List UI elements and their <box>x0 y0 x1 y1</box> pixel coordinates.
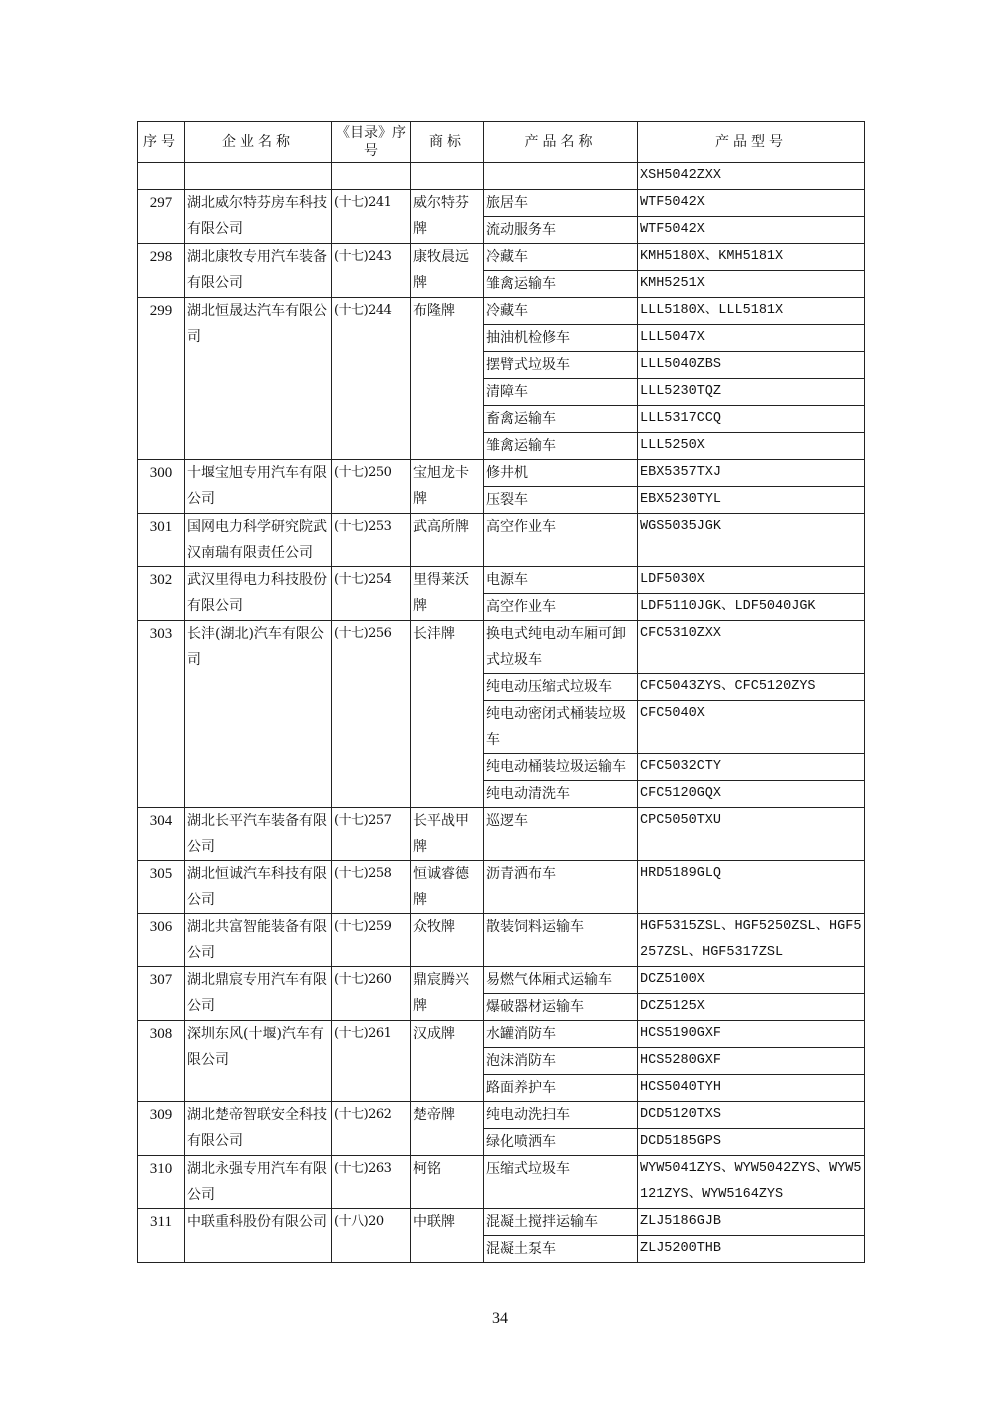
product-model-cell: WYW5041ZYS、WYW5042ZYS、WYW5121ZYS、WYW5164ZYS <box>638 1156 865 1209</box>
brand-cell: 里得莱沃牌 <box>411 567 484 621</box>
product-name-cell: 沥青洒布车 <box>484 861 638 914</box>
product-name-cell: 纯电动桶装垃圾运输车 <box>484 754 638 781</box>
product-model-cell: CPC5050TXU <box>638 808 865 861</box>
header-product: 产品名称 <box>484 122 638 163</box>
seq-cell: 300 <box>138 460 185 514</box>
seq-cell: 303 <box>138 621 185 808</box>
header-company: 企业名称 <box>185 122 332 163</box>
company-name-cell: 湖北永强专用汽车有限公司 <box>185 1156 332 1209</box>
catalog-number-cell: (十七)258 <box>332 861 411 914</box>
product-model-cell: ZLJ5186GJB <box>638 1209 865 1236</box>
seq-cell: 302 <box>138 567 185 621</box>
product-model-cell: KMH5180X、KMH5181X <box>638 244 865 271</box>
catalog-number-cell: (十七)260 <box>332 967 411 1021</box>
product-name-cell: 纯电动洗扫车 <box>484 1102 638 1129</box>
product-name-cell: 抽油机检修车 <box>484 325 638 352</box>
company-name-cell: 湖北共富智能装备有限公司 <box>185 914 332 967</box>
product-model-cell: HRD5189GLQ <box>638 861 865 914</box>
table-row <box>138 1209 865 1236</box>
company-name-cell: 湖北鼎宸专用汽车有限公司 <box>185 967 332 1021</box>
brand-cell: 众牧牌 <box>411 914 484 967</box>
company-name-cell: 湖北长平汽车装备有限公司 <box>185 808 332 861</box>
company-name-cell: 长沣(湖北)汽车有限公司 <box>185 621 332 808</box>
table-row <box>138 298 865 325</box>
product-model-cell: HCS5040TYH <box>638 1075 865 1102</box>
product-name-cell: 旅居车 <box>484 190 638 217</box>
table-row <box>138 460 865 487</box>
product-name-cell: 纯电动密闭式桶装垃圾车 <box>484 701 638 754</box>
brand-cell: 宝旭龙卡牌 <box>411 460 484 514</box>
product-model-cell: WTF5042X <box>638 190 865 217</box>
seq-cell: 310 <box>138 1156 185 1209</box>
product-name-cell: 畜禽运输车 <box>484 406 638 433</box>
product-name-cell: 冷藏车 <box>484 298 638 325</box>
catalog-number-cell: (十七)243 <box>332 244 411 298</box>
company-name-cell: 深圳东风(十堰)汽车有限公司 <box>185 1021 332 1102</box>
catalog-number-cell: (十七)241 <box>332 190 411 244</box>
brand-cell: 中联牌 <box>411 1209 484 1263</box>
product-model-cell: KMH5251X <box>638 271 865 298</box>
company-name-cell: 国网电力科学研究院武汉南瑞有限责任公司 <box>185 514 332 567</box>
brand-cell: 威尔特芬牌 <box>411 190 484 244</box>
company-name-cell: 武汉里得电力科技股份有限公司 <box>185 567 332 621</box>
table-header-row <box>138 122 865 163</box>
header-model: 产品型号 <box>638 122 865 163</box>
header-brand: 商标 <box>411 122 484 163</box>
catalog-number-cell: (十七)254 <box>332 567 411 621</box>
catalog-number-cell: (十七)263 <box>332 1156 411 1209</box>
table-row <box>138 1102 865 1129</box>
product-name-cell: 绿化喷洒车 <box>484 1129 638 1156</box>
product-model-cell: LLL5180X、LLL5181X <box>638 298 865 325</box>
brand-cell: 布隆牌 <box>411 298 484 460</box>
seq-cell: 311 <box>138 1209 185 1263</box>
brand-cell: 武高所牌 <box>411 514 484 567</box>
product-name-cell: 雏禽运输车 <box>484 433 638 460</box>
product-name-cell: 混凝土泵车 <box>484 1236 638 1263</box>
product-name-cell: 清障车 <box>484 379 638 406</box>
product-model-cell: EBX5230TYL <box>638 487 865 514</box>
product-model-cell: LLL5317CCQ <box>638 406 865 433</box>
product-model-cell: WTF5042X <box>638 217 865 244</box>
table-row <box>138 861 865 914</box>
product-model-cell: HCS5280GXF <box>638 1048 865 1075</box>
brand-cell: 康牧晨远牌 <box>411 244 484 298</box>
seq-cell: 304 <box>138 808 185 861</box>
product-model-cell: LLL5230TQZ <box>638 379 865 406</box>
company-name-cell: 湖北威尔特芬房车科技有限公司 <box>185 190 332 244</box>
vehicle-catalog-table <box>137 121 865 1263</box>
product-model-cell: LLL5040ZBS <box>638 352 865 379</box>
product-name-cell: 路面养护车 <box>484 1075 638 1102</box>
product-name-cell: 巡逻车 <box>484 808 638 861</box>
table-row <box>138 567 865 594</box>
product-model-cell: HCS5190GXF <box>638 1021 865 1048</box>
product-model-cell: LLL5250X <box>638 433 865 460</box>
company-name-cell: 湖北恒晟达汽车有限公司 <box>185 298 332 460</box>
catalog-number-cell: (十八)20 <box>332 1209 411 1263</box>
product-model-cell: DCD5120TXS <box>638 1102 865 1129</box>
company-name-cell: 湖北恒诚汽车科技有限公司 <box>185 861 332 914</box>
product-name-cell: 爆破器材运输车 <box>484 994 638 1021</box>
product-name-cell: 修井机 <box>484 460 638 487</box>
product-model-cell: WGS5035JGK <box>638 514 865 567</box>
brand-cell: 恒诚睿德牌 <box>411 861 484 914</box>
seq-cell: 301 <box>138 514 185 567</box>
product-name-cell: 易燃气体厢式运输车 <box>484 967 638 994</box>
brand-cell: 楚帝牌 <box>411 1102 484 1156</box>
product-name-cell: 雏禽运输车 <box>484 271 638 298</box>
table-row <box>138 244 865 271</box>
page-number: 34 <box>492 1310 508 1327</box>
product-model-cell: CFC5310ZXX <box>638 621 865 674</box>
catalog-number-cell: (十七)257 <box>332 808 411 861</box>
product-name-cell: 压缩式垃圾车 <box>484 1156 638 1209</box>
table-row <box>138 914 865 967</box>
product-name-cell: 高空作业车 <box>484 514 638 567</box>
seq-cell: 306 <box>138 914 185 967</box>
company-name-cell: 湖北康牧专用汽车装备有限公司 <box>185 244 332 298</box>
table-row <box>138 514 865 567</box>
product-model-cell: CFC5120GQX <box>638 781 865 808</box>
continuation-row <box>138 163 865 190</box>
catalog-number-cell: (十七)250 <box>332 460 411 514</box>
product-model-cell: DCZ5125X <box>638 994 865 1021</box>
seq-cell: 298 <box>138 244 185 298</box>
seq-cell: 309 <box>138 1102 185 1156</box>
product-name-cell: 高空作业车 <box>484 594 638 621</box>
brand-cell: 汉成牌 <box>411 1021 484 1102</box>
product-name-cell: 压裂车 <box>484 487 638 514</box>
header-catalog: 《目录》序号 <box>332 122 411 163</box>
product-model-cell: CFC5032CTY <box>638 754 865 781</box>
brand-cell: 长沣牌 <box>411 621 484 808</box>
product-name-cell: 水罐消防车 <box>484 1021 638 1048</box>
product-model-cell: ZLJ5200THB <box>638 1236 865 1263</box>
product-model-cell: LLL5047X <box>638 325 865 352</box>
product-model-cell: CFC5043ZYS、CFC5120ZYS <box>638 674 865 701</box>
product-model-cell: CFC5040X <box>638 701 865 754</box>
catalog-number-cell: (十七)244 <box>332 298 411 460</box>
product-name-cell: 换电式纯电动车厢可卸式垃圾车 <box>484 621 638 674</box>
seq-cell: 307 <box>138 967 185 1021</box>
product-model-cell: HGF5315ZSL、HGF5250ZSL、HGF5257ZSL、HGF5317ZSL <box>638 914 865 967</box>
seq-cell: 297 <box>138 190 185 244</box>
product-model-cell: EBX5357TXJ <box>638 460 865 487</box>
product-model-cell: DCZ5100X <box>638 967 865 994</box>
table-row <box>138 190 865 217</box>
continuation-model-cell: XSH5042ZXX <box>638 163 865 190</box>
product-name-cell: 纯电动压缩式垃圾车 <box>484 674 638 701</box>
product-name-cell: 电源车 <box>484 567 638 594</box>
table-row <box>138 1156 865 1209</box>
brand-cell: 柯铭 <box>411 1156 484 1209</box>
company-name-cell: 湖北楚帝智联安全科技有限公司 <box>185 1102 332 1156</box>
product-model-cell: DCD5185GPS <box>638 1129 865 1156</box>
table-row <box>138 808 865 861</box>
brand-cell: 鼎宸腾兴牌 <box>411 967 484 1021</box>
product-name-cell: 散装饲料运输车 <box>484 914 638 967</box>
product-name-cell: 泡沫消防车 <box>484 1048 638 1075</box>
product-name-cell: 纯电动清洗车 <box>484 781 638 808</box>
table-row <box>138 1021 865 1048</box>
catalog-number-cell: (十七)262 <box>332 1102 411 1156</box>
company-name-cell: 中联重科股份有限公司 <box>185 1209 332 1263</box>
product-name-cell: 混凝土搅拌运输车 <box>484 1209 638 1236</box>
seq-cell: 299 <box>138 298 185 460</box>
seq-cell: 305 <box>138 861 185 914</box>
catalog-number-cell: (十七)259 <box>332 914 411 967</box>
catalog-number-cell: (十七)253 <box>332 514 411 567</box>
product-name-cell: 流动服务车 <box>484 217 638 244</box>
catalog-number-cell: (十七)261 <box>332 1021 411 1102</box>
catalog-number-cell: (十七)256 <box>332 621 411 808</box>
product-name-cell: 冷藏车 <box>484 244 638 271</box>
brand-cell: 长平战甲牌 <box>411 808 484 861</box>
header-seq: 序号 <box>138 122 185 163</box>
table-row <box>138 967 865 994</box>
product-name-cell: 摆臂式垃圾车 <box>484 352 638 379</box>
product-model-cell: LDF5110JGK、LDF5040JGK <box>638 594 865 621</box>
table-row <box>138 621 865 674</box>
company-name-cell: 十堰宝旭专用汽车有限公司 <box>185 460 332 514</box>
seq-cell: 308 <box>138 1021 185 1102</box>
product-model-cell: LDF5030X <box>638 567 865 594</box>
